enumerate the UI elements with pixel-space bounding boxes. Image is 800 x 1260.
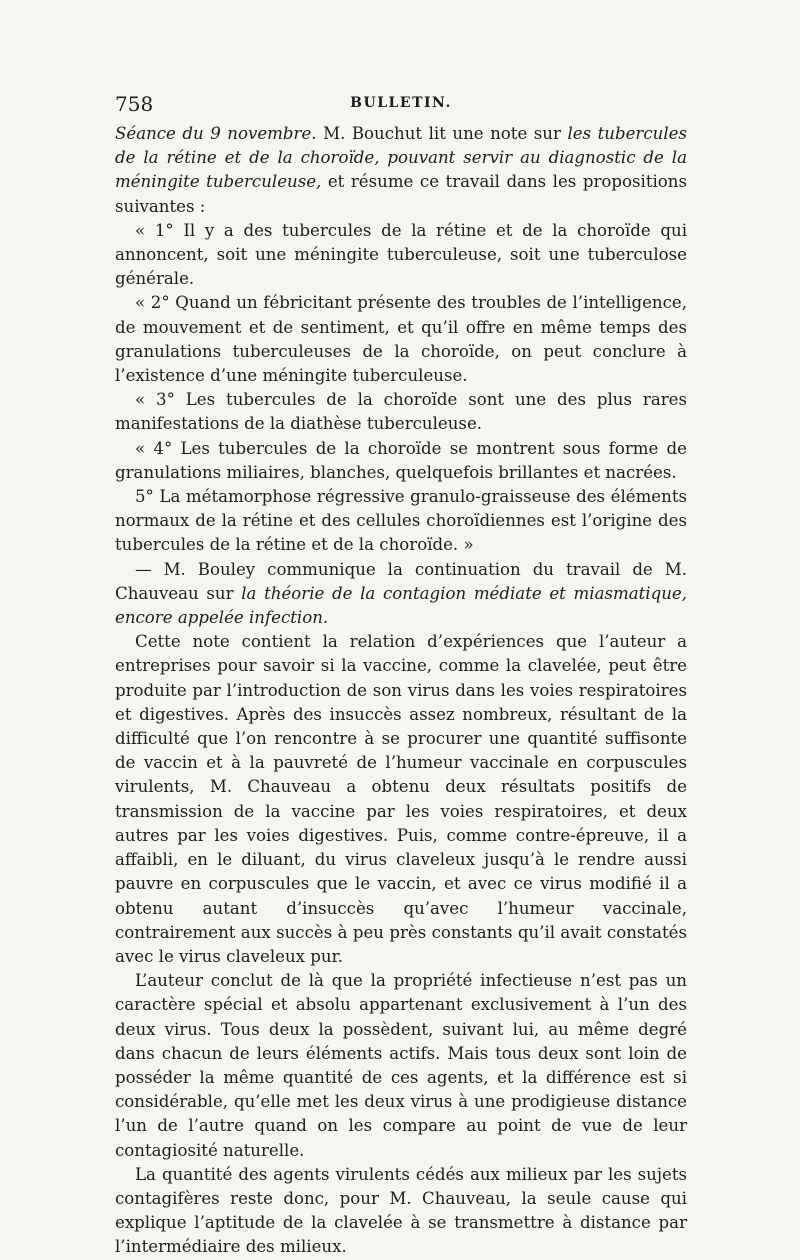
paragraph-text: — M. Bouley communique la continuation du travail de M. Chauveau sur xyxy=(115,559,687,603)
seance-date-label: Séance du 9 novembre. xyxy=(115,124,317,143)
paragraph-seance xyxy=(115,122,687,219)
page-number: 758 xyxy=(115,92,154,116)
proposition-4: « 4° Les tubercules de la choroïde se montrent sous forme de granulations miliaires, blanches, quelquefois brillantes et nacrées. xyxy=(115,438,687,482)
paragraph-text: et résume ce travail dans les propositions suivantes : xyxy=(115,172,687,216)
italic-title: les tubercules de la rétine et de la choroïde, pouvant servir au diagnostic de la méningite tuberculeuse, xyxy=(115,124,687,192)
paragraph-final: La quantité des agents virulents cédés aux milieux par les sujets contagifères reste donc, pour M. Chauveau, la seule cause qui explique l’aptitude de la clavelée à se transmettre à distance par l’intermédiaire des milieux. xyxy=(115,1164,687,1257)
proposition-1: « 1° Il y a des tubercules de la rétine et de la choroïde qui annoncent, soit une méningite tuberculeuse, soit une tuberculose générale. xyxy=(115,220,687,289)
book-page xyxy=(115,92,687,1260)
paragraph-conclusion: L’auteur conclut de là que la propriété infectieuse n’est pas un caractère spécial et absolu appartenant exclusivement à l’un des deux virus. Tous deux la possèdent, suivant lui, au même degré dans chacun de leurs éléments actifs. Mais tous deux sont loin de posséder la même quantité de ces agents, et la différence est si considérable, qu’elle met les deux virus à une prodigieuse distance l’un de l’autre quand on les compare au point de vue de leur contagiosité naturelle. xyxy=(115,971,687,1160)
proposition-5: 5° La métamorphose régressive granulo-graisseuse des éléments normaux de la rétine et des cellules choroïdiennes est l’origine des tubercules de la rétine et de la choroïde. » xyxy=(115,487,687,555)
paragraph-text: M. Bouchut lit une note sur xyxy=(316,124,568,143)
body-text xyxy=(115,122,687,1260)
paragraph-bouley xyxy=(115,558,687,631)
running-title: BULLETIN. xyxy=(350,95,452,111)
proposition-3: « 3° Les tubercules de la choroïde sont une des plus rares manifestations de la diathèse tuberculeuse. xyxy=(115,390,687,434)
proposition-2: « 2° Quand un fébricitant présente des troubles de l’intelligence, de mouvement et de sentiment, et qu’il offre en même temps des granulations tuberculeuses de la choroïde, on peut conclure à l’existence d’une méningite tuberculeuse. xyxy=(115,293,687,386)
paragraph-experiments: Cette note contient la relation d’expériences que l’auteur a entreprises pour savoir si la vaccine, comme la clavelée, peut être produite par l’introduction de son virus dans les voies respiratoires et digestives. Après des insuccès assez nombreux, résultant de la difficulté que l’on rencontre à se procurer une quantité suffisonte de vaccin et à la pauvreté de l’humeur vaccinale en corpuscules virulents, M. Chauveau a obtenu deux résultats positifs de transmission de la vaccine par les voies respiratoires, et deux autres par les voies digestives. Puis, comme contre-épreuve, il a affaibli, en le diluant, du virus claveleux jusqu’à le rendre aussi pauvre en corpuscules que le vaccin, et avec ce virus modifié il a obtenu autant d’insuccès qu’avec l’humeur vaccinale, contrairement aux succès à peu près constants qu’il avait constatés avec le virus claveleux pur. xyxy=(115,632,687,966)
page-header xyxy=(115,92,687,122)
italic-title: la théorie de la contagion médiate et miasmatique, encore appelée infection. xyxy=(115,583,687,628)
